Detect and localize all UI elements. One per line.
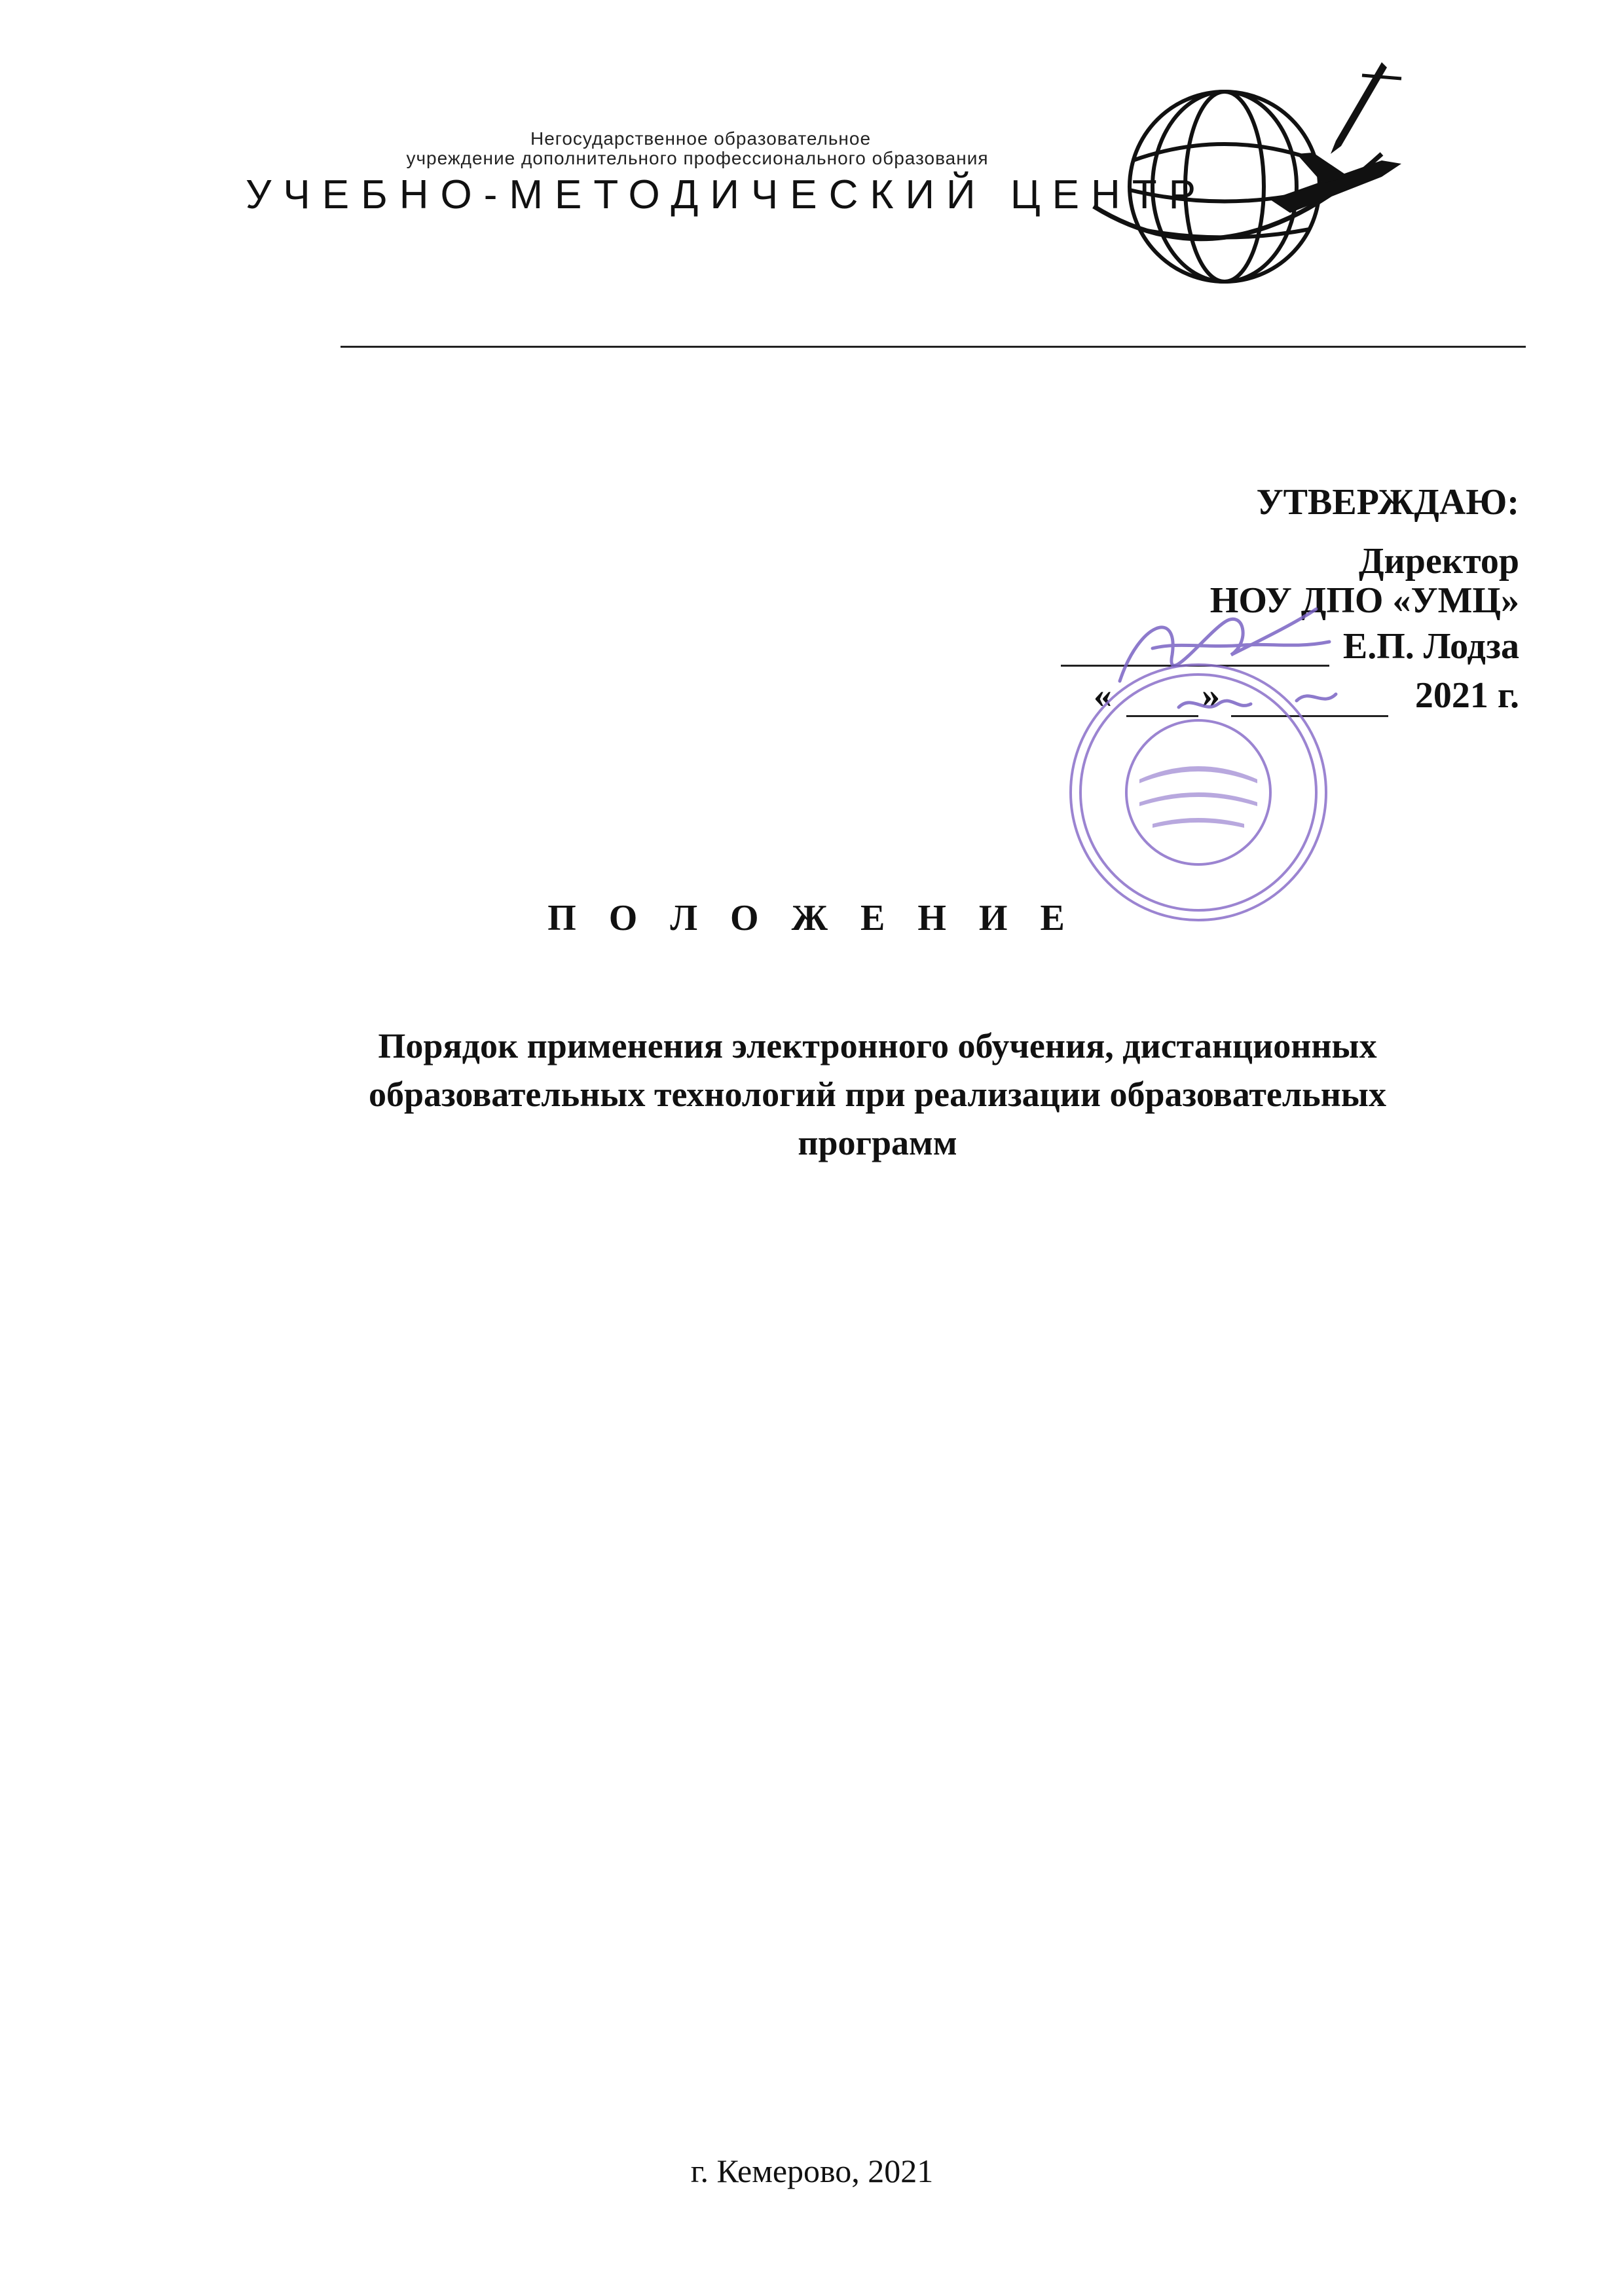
date-quote-close: » [1202, 675, 1220, 716]
globe-airplane-pen-icon [1074, 49, 1414, 298]
city-year-footer: г. Кемерово, 2021 [690, 2153, 934, 2189]
approval-heading: УТВЕРЖДАЮ: [1256, 482, 1519, 523]
date-quote-open: « [1094, 675, 1112, 716]
header-divider [341, 346, 1526, 348]
org-type-line: Негосударственное образовательное [530, 128, 872, 149]
approver-name: Е.П. Лодза [1342, 626, 1519, 667]
approver-role: Директор [1359, 541, 1519, 582]
subject-line-2: образовательных технологий при реализации образовательных [369, 1075, 1386, 1114]
approval-year: 2021 г. [1414, 675, 1519, 716]
document-subject [288, 1022, 1467, 1167]
document-type-title: П О Л О Ж Е Н И Е [547, 898, 1077, 938]
approver-organization: НОУ ДПО «УМЦ» [1209, 580, 1519, 621]
subject-line-1: Порядок применения электронного обучения, дистанционных [378, 1026, 1377, 1065]
subject-line-3: программ [798, 1123, 957, 1162]
org-description-line: учреждение дополнительного профессионального образования [406, 148, 989, 168]
handwritten-signature-icon [1100, 583, 1375, 727]
org-name-title: УЧЕБНО-МЕТОДИЧЕСКИЙ ЦЕНТР [246, 172, 1208, 217]
